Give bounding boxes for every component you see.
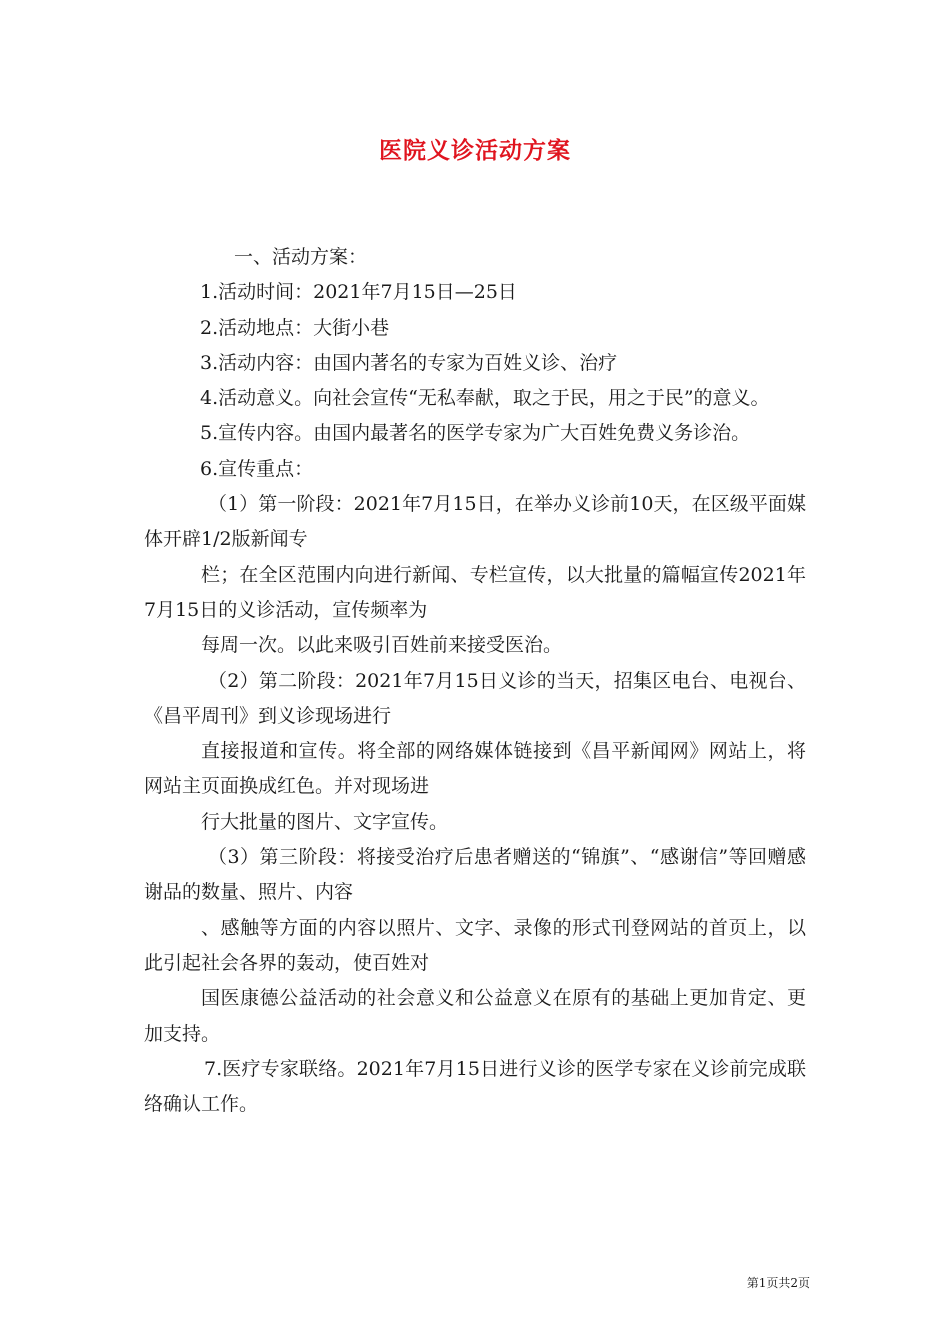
paragraph-phase-one-end: 每周一次。以此来吸引百姓前来接受医治。	[201, 634, 563, 657]
paragraph-phase-one: （1）第一阶段：2021年7月15日，在举办义诊前10天，在区级平面媒体开辟1/2版新闻专	[144, 493, 806, 551]
paragraph-phase-one-cont: 栏；在全区范围内向进行新闻、专栏宣传，以大批量的篇幅宣传2021年7月15日的义诊活动，宣传频率为	[144, 563, 806, 621]
paragraph-phase-three: （3）第三阶段：将接受治疗后患者赠送的“锦旗”、“感谢信”等回赠感谢品的数量、照片、内容	[144, 846, 806, 904]
paragraph-expert-liaison: 7.医疗专家联络。2021年7月15日进行义诊的医学专家在义诊前完成联络确认工作。	[144, 1057, 806, 1116]
paragraph-phase-three-cont: 、感触等方面的内容以照片、文字、录像的形式刊登网站的首页上，以此引起社会各界的轰动，使百姓对	[144, 916, 806, 974]
paragraph-phase-two: （2）第二阶段：2021年7月15日义诊的当天，招集区电台、电视台、《昌平周刊》到义诊现场进行	[144, 669, 806, 727]
section-heading: 一、活动方案：	[234, 246, 368, 268]
paragraph-phase-two-cont: 直接报道和宣传。将全部的网络媒体链接到《昌平新闻网》网站上，将网站主页面换成红色。并对现场进	[144, 740, 806, 798]
page-indicator: 第1页共2页	[746, 1276, 810, 1290]
paragraph-activity-content: 3.活动内容：由国内著名的专家为百姓义诊、治疗	[200, 351, 618, 374]
document-body	[144, 240, 806, 1122]
paragraph-phase-two-end: 行大批量的图片、文字宣传。	[201, 810, 449, 833]
paragraph-activity-meaning: 4.活动意义。向社会宣传“无私奉献，取之于民，用之于民”的意义。	[200, 387, 770, 410]
document-title: 医院义诊活动方案	[379, 137, 571, 164]
paragraph-activity-time: 1.活动时间：2021年7月15日—25日	[200, 281, 517, 304]
paragraph-publicity-content: 5.宣传内容。由国内最著名的医学专家为广大百姓免费义务诊治。	[200, 422, 751, 445]
paragraph-phase-three-end: 国医康德公益活动的社会意义和公益意义在原有的基础上更加肯定、更加支持。	[144, 987, 806, 1045]
paragraph-publicity-focus: 6.宣传重点：	[200, 457, 314, 480]
paragraph-activity-location: 2.活动地点：大街小巷	[200, 316, 390, 339]
